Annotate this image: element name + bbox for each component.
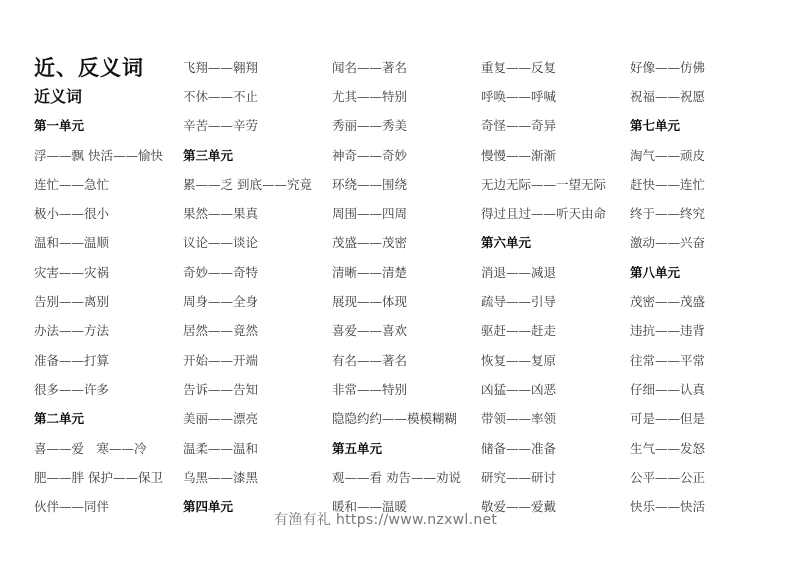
word-pair: 连忙——急忙 (34, 177, 110, 192)
word-pair: 隐隐约约——模模糊糊 (332, 411, 458, 426)
word-pair: 违抗——违背 (630, 323, 706, 338)
word-pair: 告诉——告知 (183, 382, 259, 397)
word-pair: 呼唤——呼喊 (481, 89, 557, 104)
word-pair: 果然——果真 (183, 206, 259, 221)
word-pair: 告别——离别 (34, 294, 110, 309)
unit-heading: 第八单元 (630, 265, 681, 280)
word-pair: 居然——竟然 (183, 323, 259, 338)
unit-heading: 第三单元 (183, 148, 234, 163)
word-pair: 不休——不止 (183, 89, 259, 104)
word-pair: 开始——开端 (183, 353, 259, 368)
word-pair: 往常——平常 (630, 353, 706, 368)
unit-heading: 第六单元 (481, 235, 532, 250)
word-pair: 很多——许多 (34, 382, 110, 397)
word-pair: 暖和——温暖 (332, 499, 408, 514)
word-pair: 可是——但是 (630, 411, 706, 426)
word-pair: 淘气——顽皮 (630, 148, 706, 163)
word-pair: 奇妙——奇特 (183, 265, 259, 280)
unit-heading: 第一单元 (34, 118, 85, 133)
word-pair: 浮——飘 快活——愉快 (34, 148, 163, 163)
unit-heading: 第二单元 (34, 411, 85, 426)
word-pair: 办法——方法 (34, 323, 110, 338)
word-pair: 无边无际——一望无际 (481, 177, 607, 192)
word-pair: 伙伴——同伴 (34, 499, 110, 514)
word-pair: 带领——率领 (481, 411, 557, 426)
word-pair: 茂盛——茂密 (332, 235, 408, 250)
word-pair: 喜爱——喜欢 (332, 323, 408, 338)
word-pair: 清晰——清楚 (332, 265, 408, 280)
word-pair: 慢慢——渐渐 (481, 148, 557, 163)
word-pair: 灾害——灾祸 (34, 265, 110, 280)
word-pair: 驱赶——赶走 (481, 323, 557, 338)
word-pair: 得过且过——听天由命 (481, 206, 607, 221)
unit-heading: 第五单元 (332, 441, 383, 456)
unit-heading: 第四单元 (183, 499, 234, 514)
word-pair: 仔细——认真 (630, 382, 706, 397)
word-pair: 喜——爱 寒——冷 (34, 441, 147, 456)
word-pair: 周围——四周 (332, 206, 408, 221)
word-pair: 辛苦——辛劳 (183, 118, 259, 133)
section-title: 近义词 (34, 87, 83, 106)
word-pair: 有名——著名 (332, 353, 408, 368)
word-pair: 激动——兴奋 (630, 235, 706, 250)
word-pair: 敬爱——爱戴 (481, 499, 557, 514)
word-pair: 凶猛——凶恶 (481, 382, 557, 397)
word-pair: 消退——减退 (481, 265, 557, 280)
word-pair: 闻名——著名 (332, 60, 408, 75)
word-pair: 准备——打算 (34, 353, 110, 368)
word-pair: 终于——终究 (630, 206, 706, 221)
word-pair: 好像——仿佛 (630, 60, 706, 75)
word-pair: 飞翔——翱翔 (183, 60, 259, 75)
word-pair: 赶快——连忙 (630, 177, 706, 192)
word-pair: 公平——公正 (630, 470, 706, 485)
word-pair: 快乐——快活 (630, 499, 706, 514)
word-pair: 温和——温顺 (34, 235, 110, 250)
word-pair: 疏导——引导 (481, 294, 557, 309)
word-pair: 重复——反复 (481, 60, 557, 75)
word-pair: 累——乏 到底——究竟 (183, 177, 312, 192)
word-pair: 周身——全身 (183, 294, 259, 309)
word-pair: 茂密——茂盛 (630, 294, 706, 309)
word-pair: 乌黑——漆黑 (183, 470, 259, 485)
word-pair: 温柔——温和 (183, 441, 259, 456)
word-pair: 美丽——漂亮 (183, 411, 259, 426)
word-pair: 秀丽——秀美 (332, 118, 408, 133)
word-pair: 肥——胖 保护——保卫 (34, 470, 163, 485)
word-pair: 观——看 劝告——劝说 (332, 470, 461, 485)
word-pair: 展现——体现 (332, 294, 408, 309)
word-pair: 恢复——复原 (481, 353, 557, 368)
word-pair: 议论——谈论 (183, 235, 259, 250)
word-pair: 环绕——围绕 (332, 177, 408, 192)
word-pair: 储备——准备 (481, 441, 557, 456)
watermark: 有渔有礼 https://www.nzxwl.net (274, 512, 498, 528)
word-pair: 非常——特别 (332, 382, 408, 397)
word-pair: 神奇——奇妙 (332, 148, 408, 163)
unit-heading: 第七单元 (630, 118, 681, 133)
page-title: 近、反义词 (34, 56, 144, 80)
word-pair: 尤其——特别 (332, 89, 408, 104)
word-pair: 生气——发怒 (630, 441, 706, 456)
word-pair: 极小——很小 (34, 206, 110, 221)
word-pair: 研究——研讨 (481, 470, 557, 485)
word-pair: 祝福——祝愿 (630, 89, 706, 104)
word-pair: 奇怪——奇异 (481, 118, 557, 133)
